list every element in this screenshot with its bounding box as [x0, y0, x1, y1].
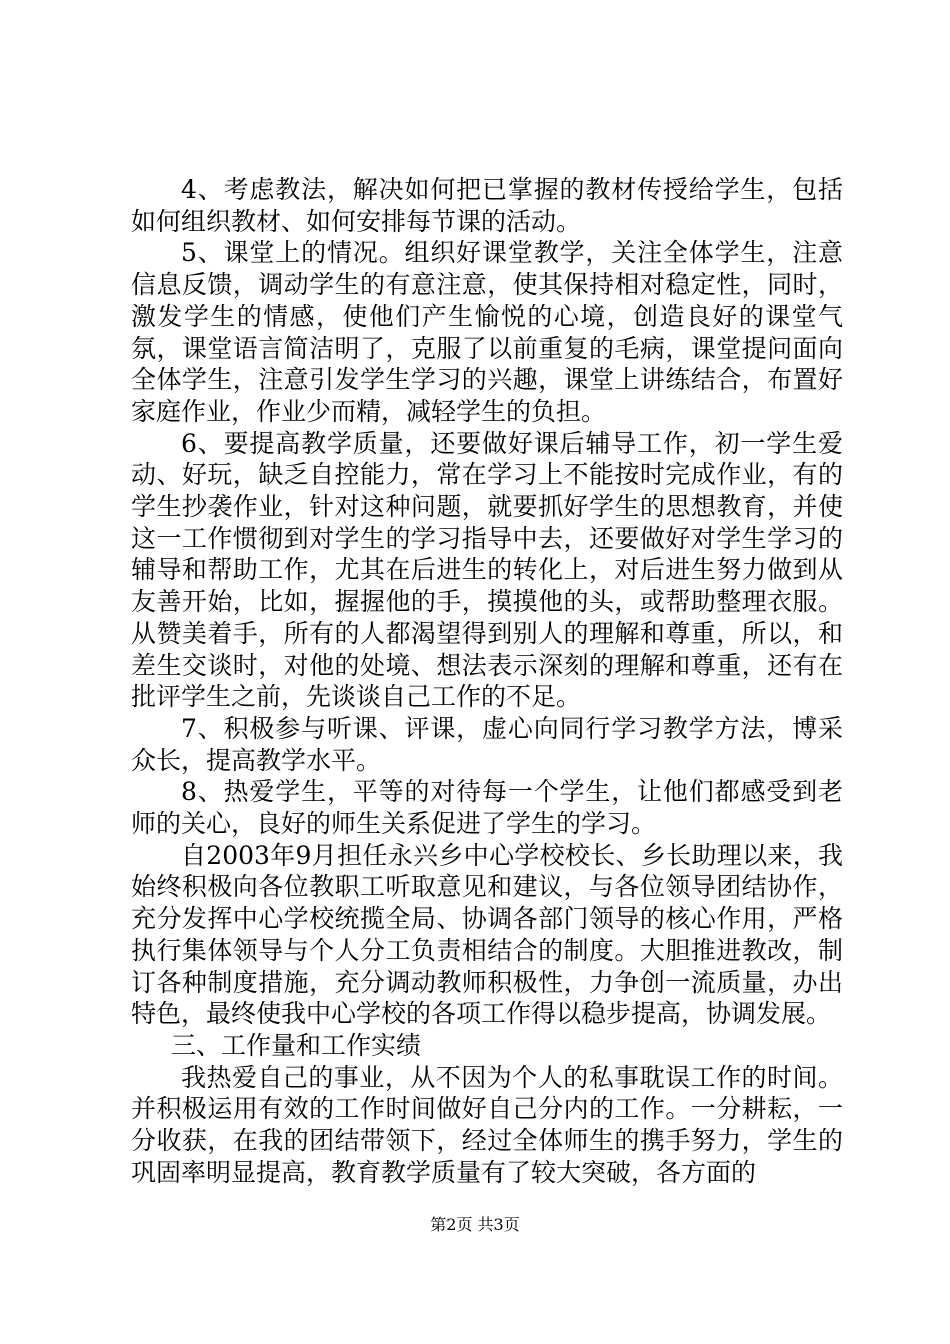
paragraph-principal-summary: 自2003年9月担任永兴乡中心学校校长、乡长助理以来，我始终积极向各位教职工听取意见和建议，与各位领导团结协作，充分发挥中心学校统揽全局、协调各部门领导的核心作用，严格执行集体领导与个人分工负责相结合的制度。大胆推进教改，制订各种制度措施，充分调动教师积极性，力争创一流质量，办出特色，最终使我中心学校的各项工作得以稳步提高，协调发展。 [131, 840, 843, 1029]
paragraph-item-7: 7、积极参与听课、评课，虚心向同行学习教学方法，博采众长，提高教学水平。 [131, 713, 843, 775]
page-footer: 第2页 共3页 [430, 1215, 520, 1234]
paragraph-item-6: 6、要提高教学质量，还要做好课后辅导工作，初一学生爱动、好玩，缺乏自控能力，常在学习上不能按时完成作业，有的学生抄袭作业，针对这种问题，就要抓好学生的思想教育，并使这一工作惯彻到对学生的学习指导中去，还要做好对学生学习的辅导和帮助工作，尤其在后进生的转化上，对后进生努力做到从友善开始，比如，握握他的手，摸摸他的头，或帮助整理衣服。从赞美着手，所有的人都渴望得到别人的理解和尊重，所以，和差生交谈时，对他的处境、想法表示深刻的理解和尊重，还有在批评学生之前，先谈谈自己工作的不足。 [131, 428, 843, 712]
paragraph-item-4: 4、考虑教法，解决如何把已掌握的教材传授给学生，包括如何组织教材、如何安排每节课的活动。 [131, 175, 843, 236]
paragraph-work-achievements: 我热爱自己的事业，从不因为个人的私事耽误工作的时间。并积极运用有效的工作时间做好自己分内的工作。一分耕耘，一分收获，在我的团结带领下，经过全体师生的携手努力，学生的巩固率明显提高，教育教学质量有了较大突破，各方面的 [131, 1062, 843, 1187]
paragraph-item-5: 5、课堂上的情况。组织好课堂教学，关注全体学生，注意信息反馈，调动学生的有意注意，使其保持相对稳定性，同时，激发学生的情感，使他们产生愉悦的心境，创造良好的课堂气氛，课堂语言简洁明了，克服了以前重复的毛病，课堂提问面向全体学生，注意引发学生学习的兴趣，课堂上讲练结合，布置好家庭作业，作业少而精，减轻学生的负担。 [131, 238, 843, 426]
document-body [131, 174, 843, 1189]
section-heading-workload: 三、工作量和工作实绩 [171, 1030, 422, 1060]
paragraph-item-8: 8、热爱学生，平等的对待每一个学生，让他们都感受到老师的关心，良好的师生关系促进了学生的学习。 [131, 777, 843, 839]
